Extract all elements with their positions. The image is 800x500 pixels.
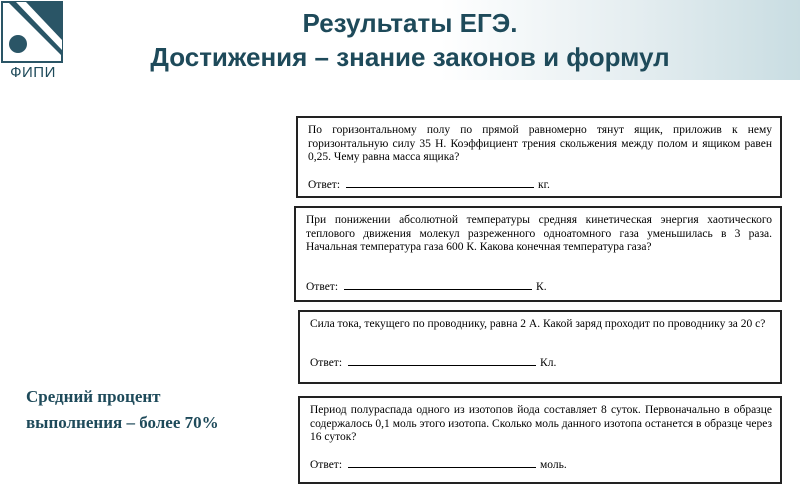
answer-label: Ответ: xyxy=(310,459,343,471)
answer-unit: кг. xyxy=(538,179,550,191)
logo-text: ФИПИ xyxy=(10,64,56,81)
task-box-4 xyxy=(298,396,782,484)
task-1-answer xyxy=(308,178,550,193)
answer-label: Ответ: xyxy=(308,179,341,191)
task-box-2 xyxy=(294,206,782,302)
task-3-text: Сила тока, текущего по проводнику, равна 2 А. Какой заряд проходит по проводнику за 20 с? xyxy=(310,318,766,330)
fipi-logo xyxy=(0,0,66,92)
task-3-answer xyxy=(310,356,556,371)
task-4-answer xyxy=(310,458,567,473)
answer-label: Ответ: xyxy=(310,357,343,369)
answer-line xyxy=(344,280,532,290)
page-title xyxy=(70,6,750,74)
title-line-2: Достижения – знание законов и формул xyxy=(150,42,670,72)
task-2-answer xyxy=(306,280,547,295)
task-box-1 xyxy=(296,116,782,198)
answer-unit: Кл. xyxy=(540,357,557,369)
answer-line xyxy=(348,356,536,366)
answer-label: Ответ: xyxy=(306,281,339,293)
answer-line xyxy=(346,178,534,188)
task-2-text: При понижении абсолютной температуры средняя кинетическая энергия хаотического теплового движения молекул разреженного одноатомного газа уменьшилась в 3 раза. Начальная температура газа 600 К. Какова конечная температура газа? xyxy=(306,214,772,253)
summary-line-2: выполнения – более 70% xyxy=(26,413,219,432)
summary-line-1: Средний процент xyxy=(26,387,161,406)
title-line-1: Результаты ЕГЭ. xyxy=(302,8,518,38)
answer-line xyxy=(348,458,536,468)
task-1-text: По горизонтальному полу по прямой равномерно тянут ящик, приложив к нему горизонтальную силу 35 Н. Коэффициент трения скольжения между полом и ящиком равен 0,25. Чему равна масса ящика? xyxy=(308,124,772,163)
summary-text xyxy=(26,384,286,436)
answer-unit: К. xyxy=(536,281,547,293)
answer-unit: моль. xyxy=(540,459,567,471)
task-box-3 xyxy=(298,310,782,384)
task-4-text: Период полураспада одного из изотопов йода составляет 8 суток. Первоначально в образце содержалось 0,1 моль этого изотопа. Сколько моль данного изотопа останется в образце через 16 суток? xyxy=(310,404,772,443)
